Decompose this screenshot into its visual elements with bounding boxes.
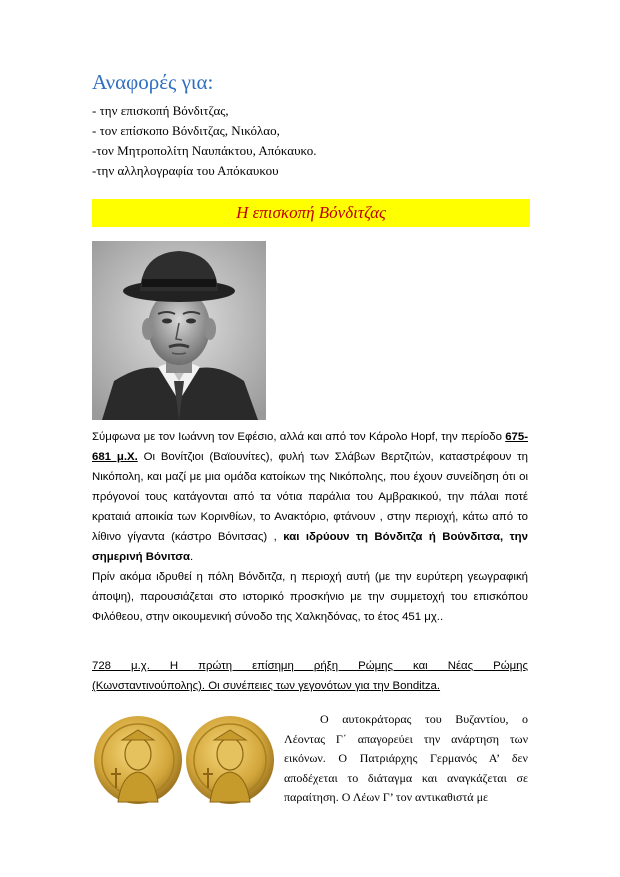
references-list: [92, 101, 317, 181]
paragraph-text: Οι Βονίτζιοι (Βαϊουνίτες), φυλή των Σλάβων Βερτζιτών, καταστρέφουν τη Νικόπολη, και μαζί με μια ομάδα κατοίκων της Νικόπολης, που έχουν συνείδηση ότι οι πρόγονοί τους κατάγονται από τα νότια παράλια του Αμβρακικού, την πάλαι ποτέ κραταιά αποικία των Κορινθίων, το Ανακτόριο, φτάνουν , στην περιοχή, κάτω από το λίθινο γίγαντα (κάστρο Βόνιτσας) ,: [92, 451, 528, 543]
bold-statement: και ιδρύουν τη Βόνδιτζα ή Βούνδιτσα, την σημερινή Βόνιτσα: [92, 531, 528, 563]
paragraph-text: Ο αυτοκράτορας του Βυζαντίου, ο Λέοντας Γ΄ απαγορεύει την ανάρτηση των εικόνων. Ο Πατριάρχης Γερμανός Α’ δεν αποδέχεται το διάταγμα και αναγκάζεται σε παραίτηση. Ο Λέων Γ’ τον αντικαθιστά με: [284, 712, 528, 805]
page-heading: Αναφορές για:: [92, 70, 214, 94]
coins-image: [92, 714, 276, 806]
body-paragraph: [92, 427, 528, 627]
coin-caption-paragraph: [284, 710, 528, 808]
paragraph-text: Πρίν ακόμα ιδρυθεί η πόλη Βόνδιτζα, η περιοχή αυτή (με την ευρύτερη γεωγραφική άποψη), παρουσιάζεται στο ιστορικό προσκήνιο με την συμμετοχή του επισκόπου Φιλόθεου, στην οικουμενική σύνοδο της Χαλκηδόνας, το έτος 451 μχ..: [92, 571, 528, 623]
section-link-line[interactable]: 728 μ.χ. Η πρώτη επίσημη ρήξη Ρώμης και Νέας Ρώμης: [92, 660, 528, 672]
section-title: Η επισκοπή Βόνδιτζας: [236, 203, 386, 222]
paragraph-text: Σύμφωνα με τον Ιωάννη τον Εφέσιο, αλλά και από τον Κάρολο Hopf, την περίοδο: [92, 431, 506, 443]
section-banner: [92, 199, 530, 227]
portrait-photo: [92, 241, 266, 420]
section-link-line[interactable]: (Κωνσταντινούπολης). Οι συνέπειες των γεγονότων για την Bonditza.: [92, 680, 441, 692]
byzantine-coins-image: [92, 714, 276, 806]
reference-item: -την αλληλογραφία του Απόκαυκου: [92, 163, 279, 178]
paragraph-text: .: [190, 551, 194, 563]
date-range: 675-681 μ.Χ.: [92, 431, 528, 463]
portrait-image: [92, 241, 266, 420]
reference-item: - τον επίσκοπο Βόνδιτζας, Νικόλαο,: [92, 123, 280, 138]
reference-item: - την επισκοπή Βόνδιτζας,: [92, 103, 229, 118]
reference-item: -τον Μητροπολίτη Ναυπάκτου, Απόκαυκο.: [92, 143, 317, 158]
